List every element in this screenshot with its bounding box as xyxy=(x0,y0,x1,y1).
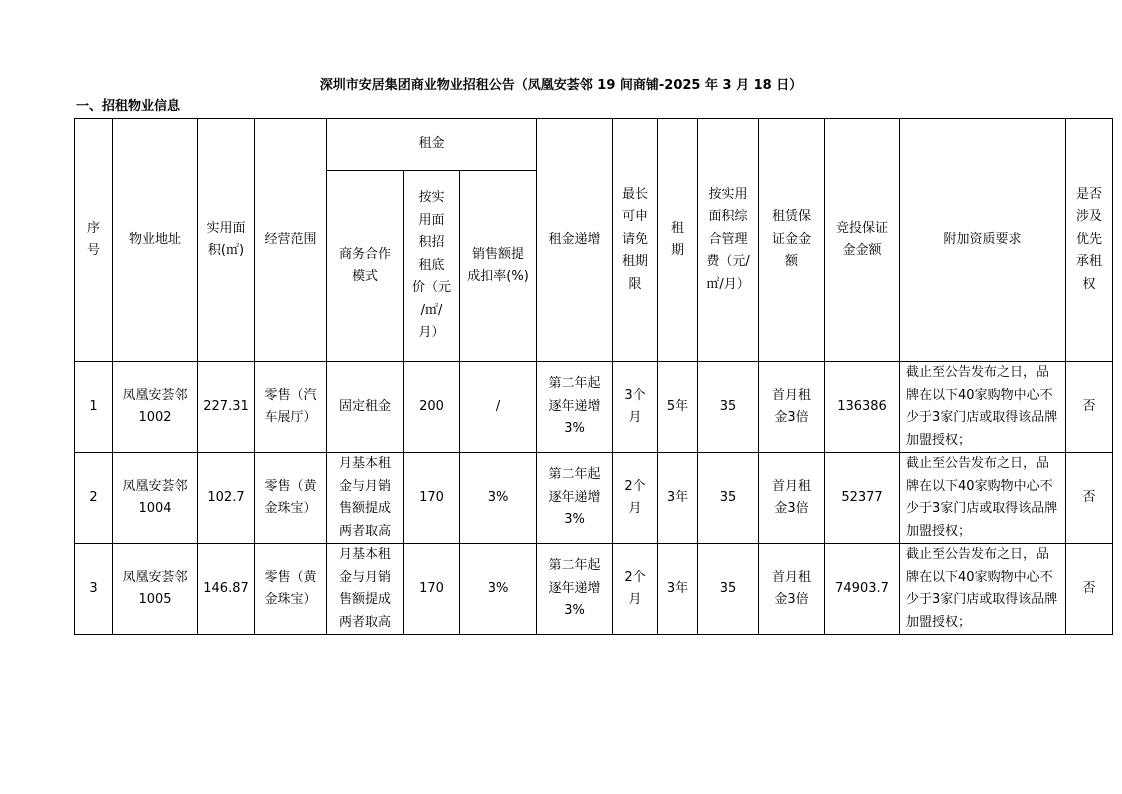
cell-address: 凤凰安荟邻 1005 xyxy=(113,544,198,635)
header-base-price xyxy=(404,171,460,362)
header-term xyxy=(658,119,698,362)
document-title: 深圳市安居集团商业物业招租公告（凤凰安荟邻 19 间商铺-2025 年 3 月 18 日） xyxy=(319,78,803,93)
cell-commission: / xyxy=(460,362,537,453)
property-table xyxy=(74,118,1113,635)
cell-base-price: 170 xyxy=(404,544,460,635)
header-deposit xyxy=(759,119,825,362)
header-commission-text: 销售额提 成扣率(%) xyxy=(467,246,529,284)
cell-mgmt-fee: 35 xyxy=(698,453,759,544)
cell-bid-deposit: 52377 xyxy=(825,453,900,544)
cell-deposit: 首月租 金3倍 xyxy=(759,544,825,635)
header-area xyxy=(198,119,255,362)
cell-area: 102.7 xyxy=(198,453,255,544)
cell-address: 凤凰安荟邻 1002 xyxy=(113,362,198,453)
cell-increase: 第二年起 逐年递增 3% xyxy=(537,544,613,635)
cell-mgmt-fee: 35 xyxy=(698,544,759,635)
section-title: 一、招租物业信息 xyxy=(76,99,181,114)
cell-priority: 否 xyxy=(1066,453,1113,544)
header-bid-deposit xyxy=(825,119,900,362)
cell-area: 227.31 xyxy=(198,362,255,453)
table-row xyxy=(75,453,1113,544)
cell-free-period: 3个 月 xyxy=(613,362,658,453)
header-increase-text: 租金递增 xyxy=(548,231,601,247)
cell-term: 3年 xyxy=(658,544,698,635)
header-requirements xyxy=(900,119,1066,362)
cell-serial: 2 xyxy=(75,453,113,544)
cell-term: 3年 xyxy=(658,453,698,544)
cell-mode: 固定租金 xyxy=(327,362,404,453)
header-requirements-text: 附加资质要求 xyxy=(943,231,1022,247)
cell-requirements: 截止至公告发布之日，品牌在以下40家购物中心不少于3家门店或取得该品牌加盟授权； xyxy=(900,453,1066,544)
cell-area: 146.87 xyxy=(198,544,255,635)
cell-requirements: 截止至公告发布之日，品牌在以下40家购物中心不少于3家门店或取得该品牌加盟授权； xyxy=(900,544,1066,635)
cell-commission: 3% xyxy=(460,453,537,544)
header-scope-text: 经营范围 xyxy=(264,231,317,247)
cell-bid-deposit: 74903.7 xyxy=(825,544,900,635)
header-mode-text: 商务合作 模式 xyxy=(338,246,391,284)
header-serial-text: 序 号 xyxy=(86,220,100,258)
cell-bid-deposit: 136386 xyxy=(825,362,900,453)
header-priority xyxy=(1066,119,1113,362)
cell-mode: 月基本租 金与月销 售额提成 两者取高 xyxy=(327,453,404,544)
header-free-period xyxy=(613,119,658,362)
cell-mode: 月基本租 金与月销 售额提成 两者取高 xyxy=(327,544,404,635)
header-free-period-text: 最长 可申 请免 租期 限 xyxy=(622,186,649,292)
cell-scope: 零售（黄 金珠宝） xyxy=(255,544,327,635)
table-row xyxy=(75,544,1113,635)
header-mgmt-fee xyxy=(698,119,759,362)
header-commission xyxy=(460,171,537,362)
cell-scope: 零售（汽 车展厅） xyxy=(255,362,327,453)
header-scope xyxy=(255,119,327,362)
header-address xyxy=(113,119,198,362)
cell-increase: 第二年起 逐年递增 3% xyxy=(537,362,613,453)
cell-deposit: 首月租 金3倍 xyxy=(759,453,825,544)
cell-increase: 第二年起 逐年递增 3% xyxy=(537,453,613,544)
cell-priority: 否 xyxy=(1066,362,1113,453)
header-serial xyxy=(75,119,113,362)
header-priority-text: 是否 涉及 优先 承租 权 xyxy=(1076,186,1103,292)
cell-base-price: 170 xyxy=(404,453,460,544)
header-bid-deposit-text: 竞投保证 金金额 xyxy=(836,220,889,258)
cell-commission: 3% xyxy=(460,544,537,635)
cell-deposit: 首月租 金3倍 xyxy=(759,362,825,453)
header-area-text: 实用面 积(㎡) xyxy=(206,220,246,258)
table-row xyxy=(75,362,1113,453)
cell-term: 5年 xyxy=(658,362,698,453)
header-address-text: 物业地址 xyxy=(128,231,181,247)
cell-requirements: 截止至公告发布之日，品牌在以下40家购物中心不少于3家门店或取得该品牌加盟授权； xyxy=(900,362,1066,453)
cell-serial: 1 xyxy=(75,362,113,453)
header-rent-group xyxy=(327,119,537,171)
header-rent-group-text: 租金 xyxy=(418,136,445,152)
header-term-text: 租 期 xyxy=(671,220,685,258)
cell-serial: 3 xyxy=(75,544,113,635)
header-deposit-text: 租赁保 证金金 额 xyxy=(772,209,812,270)
header-base-price-text: 按实 用面 积招 租底 价（元 /㎡/ 月） xyxy=(411,190,451,341)
cell-free-period: 2个 月 xyxy=(613,544,658,635)
cell-address: 凤凰安荟邻 1004 xyxy=(113,453,198,544)
header-increase xyxy=(537,119,613,362)
cell-priority: 否 xyxy=(1066,544,1113,635)
header-mgmt-fee-text: 按实用 面积综 合管理 费（元/ ㎡/月） xyxy=(706,186,750,292)
header-row-1 xyxy=(75,119,1113,171)
cell-free-period: 2个 月 xyxy=(613,453,658,544)
header-mode xyxy=(327,171,404,362)
cell-base-price: 200 xyxy=(404,362,460,453)
cell-scope: 零售（黄 金珠宝） xyxy=(255,453,327,544)
cell-mgmt-fee: 35 xyxy=(698,362,759,453)
